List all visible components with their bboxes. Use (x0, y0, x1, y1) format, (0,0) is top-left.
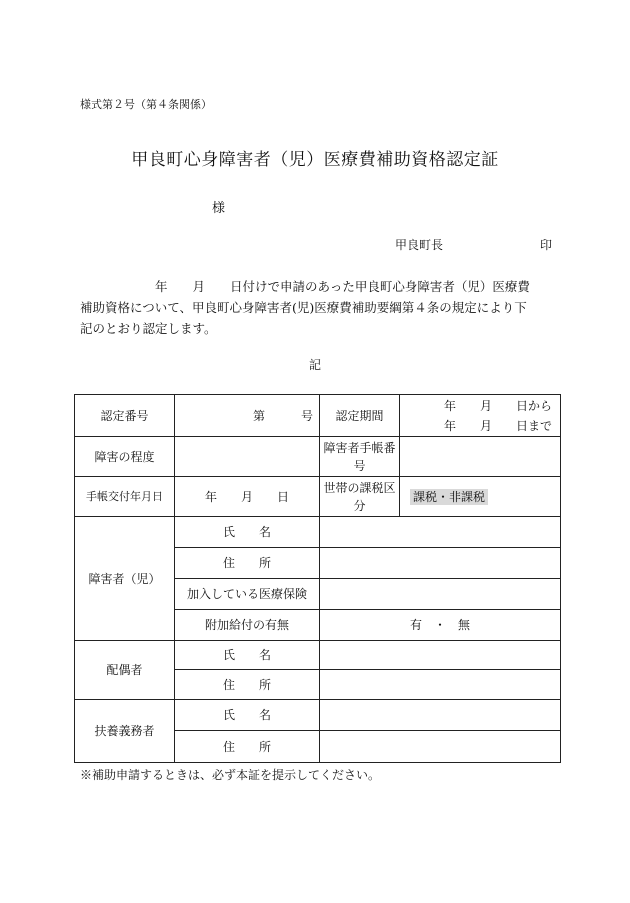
insurance-label: 加入している医療保険 (175, 579, 320, 610)
certification-statement (80, 276, 560, 339)
ki-heading: 記 (308, 358, 321, 372)
spouse-name-value (320, 641, 561, 670)
household-tax-value (400, 477, 561, 517)
disability-degree-label: 障害の程度 (75, 437, 175, 477)
table-row (75, 395, 561, 437)
spouse-name-label: 氏 名 (175, 641, 320, 670)
handbook-date-label: 手帳交付年月日 (75, 477, 175, 517)
person-name-label: 氏 名 (175, 517, 320, 548)
person-address-label: 住 所 (175, 548, 320, 579)
statement-line: 補助資格について、甲良町心身障害者(児)医療費補助要綱第４条の規定により下 (80, 300, 527, 315)
disability-degree-value (175, 437, 320, 477)
period-value (400, 395, 561, 437)
supporter-name-value (320, 700, 561, 731)
disabled-person-label: 障害者（児） (75, 517, 175, 641)
handbook-number-label: 障害者手帳番号 (320, 437, 400, 477)
statement-line: 年 月 日付けで申請のあった甲良町心身障害者（児）医療費 (80, 279, 530, 294)
cert-number-label: 認定番号 (75, 395, 175, 437)
additional-benefit-value: 有 ・ 無 (320, 610, 561, 641)
handbook-date-value: 年 月 日 (175, 477, 320, 517)
spouse-address-value (320, 670, 561, 700)
household-tax-label: 世帯の課税区分 (320, 477, 400, 517)
footnote: ※補助申請するときは、必ず本証を提示してください。 (80, 768, 381, 782)
spouse-label: 配偶者 (75, 641, 175, 700)
additional-benefit-label: 附加給付の有無 (175, 610, 320, 641)
spouse-address-label: 住 所 (175, 670, 320, 700)
form-number: 様式第２号（第４条関係） (80, 98, 212, 111)
period-to: 年 月 日まで (443, 418, 552, 433)
statement-line: 記のとおり認定します。 (80, 321, 217, 336)
certificate-table (74, 394, 561, 763)
supporter-address-label: 住 所 (175, 731, 320, 763)
seal-mark: 印 (540, 238, 553, 252)
table-row (75, 517, 561, 548)
period-from: 年 月 日から (443, 398, 552, 413)
person-name-value (320, 517, 561, 548)
supporter-label: 扶養義務者 (75, 700, 175, 763)
tax-status-text: 課税・非課税 (410, 489, 488, 505)
supporter-name-label: 氏 名 (175, 700, 320, 731)
recipient-suffix: 様 (212, 201, 226, 216)
table-row (75, 477, 561, 517)
insurance-value (320, 579, 561, 610)
table-row (75, 641, 561, 670)
issuer-name: 甲良町長 (395, 238, 444, 252)
person-address-value (320, 548, 561, 579)
period-label: 認定期間 (320, 395, 400, 437)
cert-number-value: 第 号 (175, 395, 320, 437)
document-title: 甲良町心身障害者（児）医療費補助資格認定証 (131, 150, 499, 170)
handbook-number-value (400, 437, 561, 477)
table-row (75, 437, 561, 477)
supporter-address-value (320, 731, 561, 763)
table-row (75, 700, 561, 731)
